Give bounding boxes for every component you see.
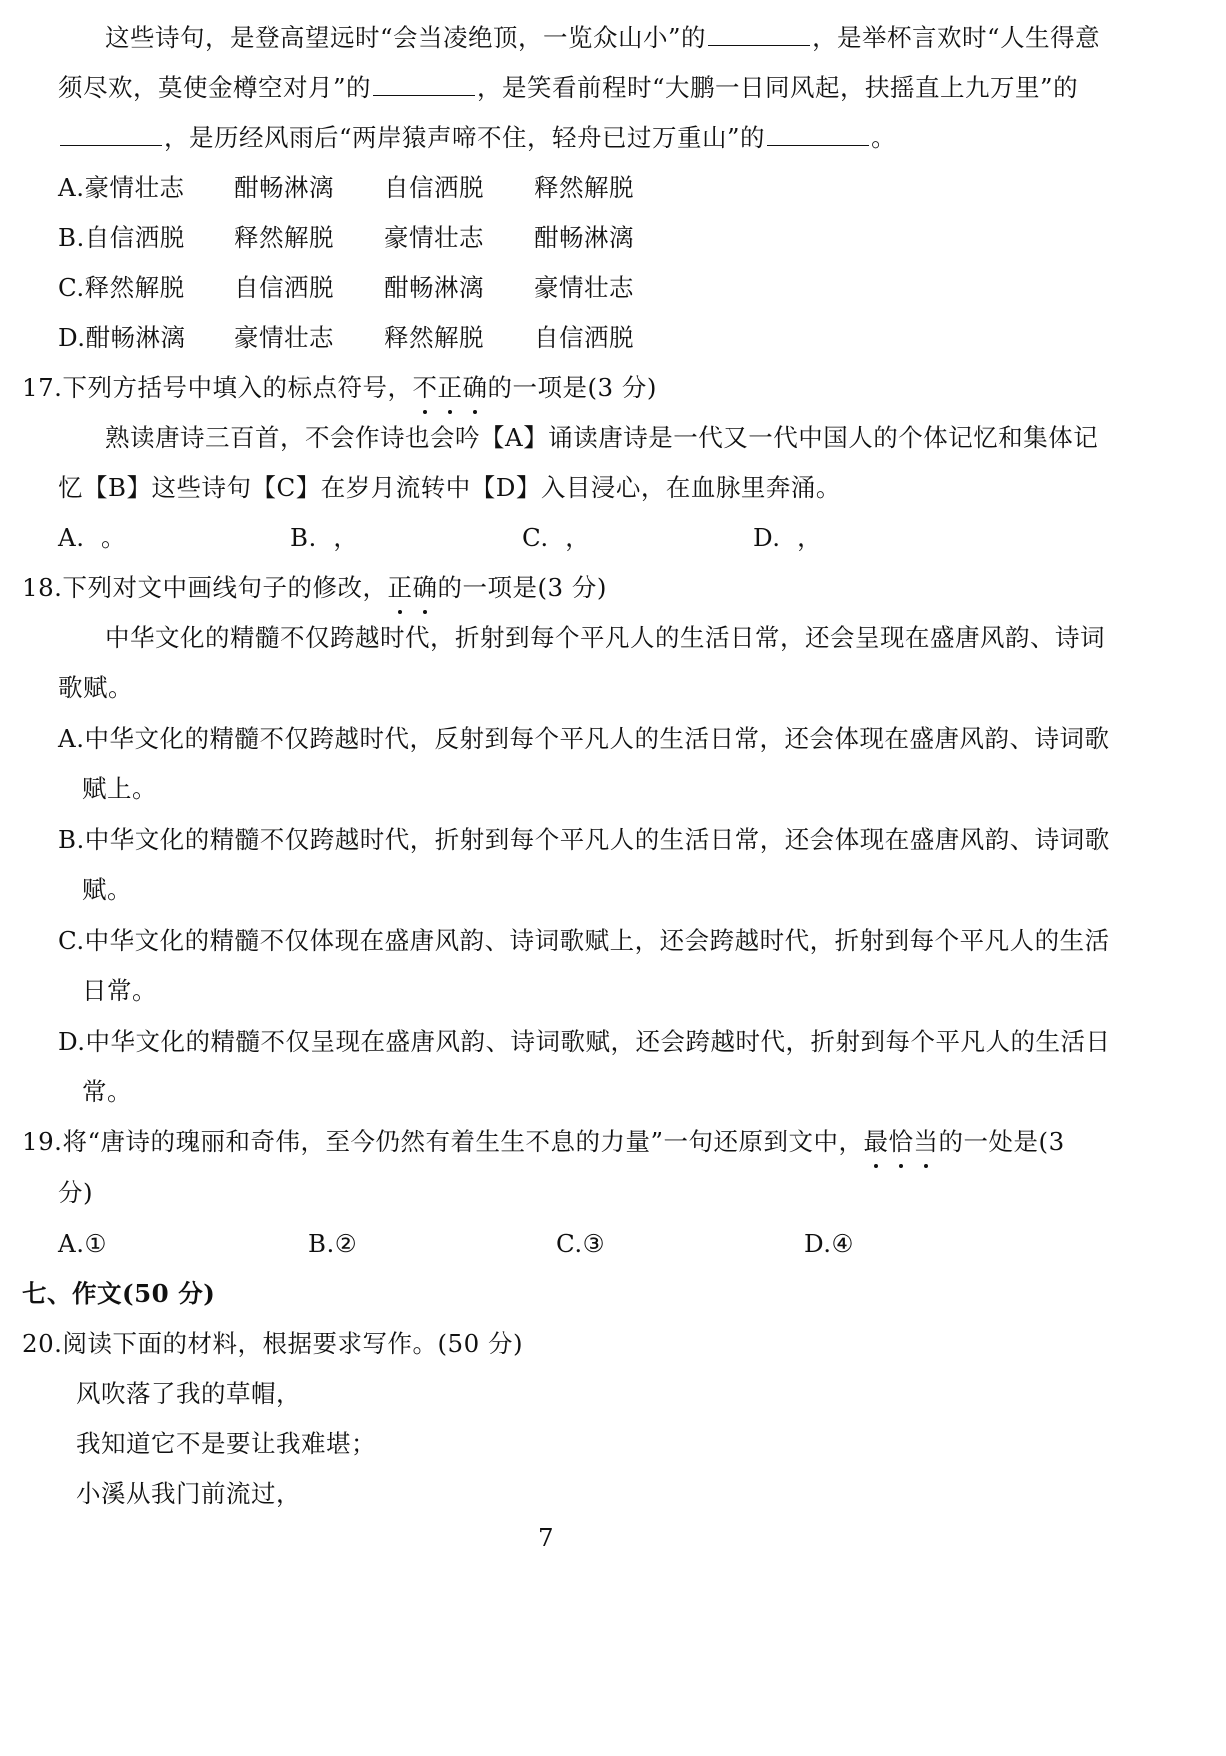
emphasis-char: 恰 xyxy=(889,1125,914,1159)
q17-option-b[interactable]: B. ， xyxy=(290,523,359,552)
q18-option-a[interactable]: A.中华文化的精髓不仅跨越时代，反射到每个平凡人的生活日常，还会体现在盛唐风韵、诗词歌 xyxy=(58,724,1110,753)
answer-blank[interactable] xyxy=(767,123,869,146)
q19-option-a[interactable]: A.① xyxy=(58,1229,107,1258)
option-term: 酣畅淋漓 xyxy=(384,273,484,302)
emphasis-char: 最 xyxy=(864,1125,889,1159)
answer-blank[interactable] xyxy=(708,23,810,46)
option-term: 酣畅淋漓 xyxy=(234,173,334,202)
q19-stem-cont: 分) xyxy=(58,1178,94,1207)
answer-blank[interactable] xyxy=(373,73,475,96)
option-term: 释然解脱 xyxy=(384,323,484,352)
option-term: 释然解脱 xyxy=(534,173,634,202)
q18-option-c[interactable]: C.中华文化的精髓不仅体现在盛唐风韵、诗词歌赋上，还会跨越时代，折射到每个平凡人的生活 xyxy=(58,926,1110,955)
q19-stem-text: 19.将“唐诗的瑰丽和奇伟，至今仍然有着生生不息的力量”一句还原到文中， xyxy=(22,1127,864,1156)
option-term: 自信洒脱 xyxy=(234,273,334,302)
q16-option-c[interactable]: C.释然解脱 xyxy=(58,273,185,302)
poem-line: 风吹落了我的草帽， xyxy=(76,1379,301,1408)
q18-passage-line-1: 中华文化的精髓不仅跨越时代，折射到每个平凡人的生活日常，还会呈现在盛唐风韵、诗词 xyxy=(105,623,1105,652)
q17-option-d[interactable]: D. ， xyxy=(753,523,823,552)
q18-stem-text: 18.下列对文中画线句子的修改， xyxy=(22,573,388,602)
emphasis-char: 正 xyxy=(437,371,462,405)
option-term: 自信洒脱 xyxy=(384,173,484,202)
q16-text: ，是笑看前程时“大鹏一日同风起，扶摇直上九万里”的 xyxy=(477,73,1079,102)
option-term: 酣畅淋漓 xyxy=(534,223,634,252)
q17-passage-line-1: 熟读唐诗三百首，不会作诗也会吟【A】诵读唐诗是一代又一代中国人的个体记忆和集体记 xyxy=(105,423,1099,452)
q18-stem-text: 的一项是(3 分) xyxy=(437,573,607,602)
poem-line: 我知道它不是要让我难堪； xyxy=(76,1429,376,1458)
q16-stem-line-3 xyxy=(58,121,1108,155)
q16-stem-line-2 xyxy=(58,71,1108,105)
option-term: 豪情壮志 xyxy=(384,223,484,252)
q18-option-a-cont: 赋上。 xyxy=(82,774,157,803)
q19-option-d[interactable]: D.④ xyxy=(804,1229,855,1258)
q20-stem: 20.阅读下面的材料，根据要求写作。(50 分) xyxy=(22,1329,524,1358)
emphasis-char: 正 xyxy=(387,571,412,605)
emphasis-char: 当 xyxy=(914,1125,939,1159)
q19-stem xyxy=(22,1125,1226,1159)
answer-blank[interactable] xyxy=(60,123,162,146)
q16-text: ，是历经风雨后“两岸猿声啼不住，轻舟已过万重山”的 xyxy=(164,123,766,152)
q16-option-b[interactable]: B.自信洒脱 xyxy=(58,223,185,252)
poem-line: 小溪从我门前流过， xyxy=(76,1479,301,1508)
option-term: 豪情壮志 xyxy=(534,273,634,302)
q17-option-c[interactable]: C. ， xyxy=(522,523,591,552)
q16-text: 须尽欢，莫使金樽空对月”的 xyxy=(58,73,372,102)
q18-option-b-cont: 赋。 xyxy=(82,875,132,904)
q17-stem-text: 的一项是(3 分) xyxy=(487,373,657,402)
q19-stem-text: 的一处是(3 xyxy=(938,1127,1065,1156)
q18-option-d-cont: 常。 xyxy=(82,1077,132,1106)
q18-option-b[interactable]: B.中华文化的精髓不仅跨越时代，折射到每个平凡人的生活日常，还会体现在盛唐风韵、诗词歌 xyxy=(58,825,1110,854)
emphasis-char: 确 xyxy=(462,371,487,405)
q16-option-a[interactable]: A.豪情壮志 xyxy=(58,173,185,202)
q17-stem-text: 17.下列方括号中填入的标点符号， xyxy=(22,373,413,402)
q18-option-c-cont: 日常。 xyxy=(82,976,157,1005)
q19-option-b[interactable]: B.② xyxy=(308,1229,358,1258)
q18-option-d[interactable]: D.中华文化的精髓不仅呈现在盛唐风韵、诗词歌赋，还会跨越时代，折射到每个平凡人的生活日 xyxy=(58,1027,1111,1056)
q17-passage-line-2: 忆【B】这些诗句【C】在岁月流转中【D】入目浸心，在血脉里奔涌。 xyxy=(58,473,841,502)
page-number: 7 xyxy=(538,1523,555,1552)
emphasis-char: 不 xyxy=(412,371,437,405)
q16-stem-line-1 xyxy=(105,21,1105,55)
q19-option-c[interactable]: C.③ xyxy=(556,1229,606,1258)
q16-text: 。 xyxy=(871,123,897,152)
q17-option-a[interactable]: A. 。 xyxy=(58,523,127,552)
q16-text: ，是举杯言欢时“人生得意 xyxy=(812,23,1101,52)
q16-text: 这些诗句，是登高望远时“会当凌绝顶，一览众山小”的 xyxy=(105,23,707,52)
option-term: 释然解脱 xyxy=(234,223,334,252)
q18-passage-line-2: 歌赋。 xyxy=(58,673,133,702)
section-heading: 七、作文(50 分) xyxy=(22,1279,216,1308)
q18-stem xyxy=(22,571,1226,605)
option-term: 自信洒脱 xyxy=(534,323,634,352)
q17-stem xyxy=(22,371,1226,405)
emphasis-char: 确 xyxy=(412,571,437,605)
q16-option-d[interactable]: D.酣畅淋漓 xyxy=(58,323,186,352)
option-term: 豪情壮志 xyxy=(234,323,334,352)
